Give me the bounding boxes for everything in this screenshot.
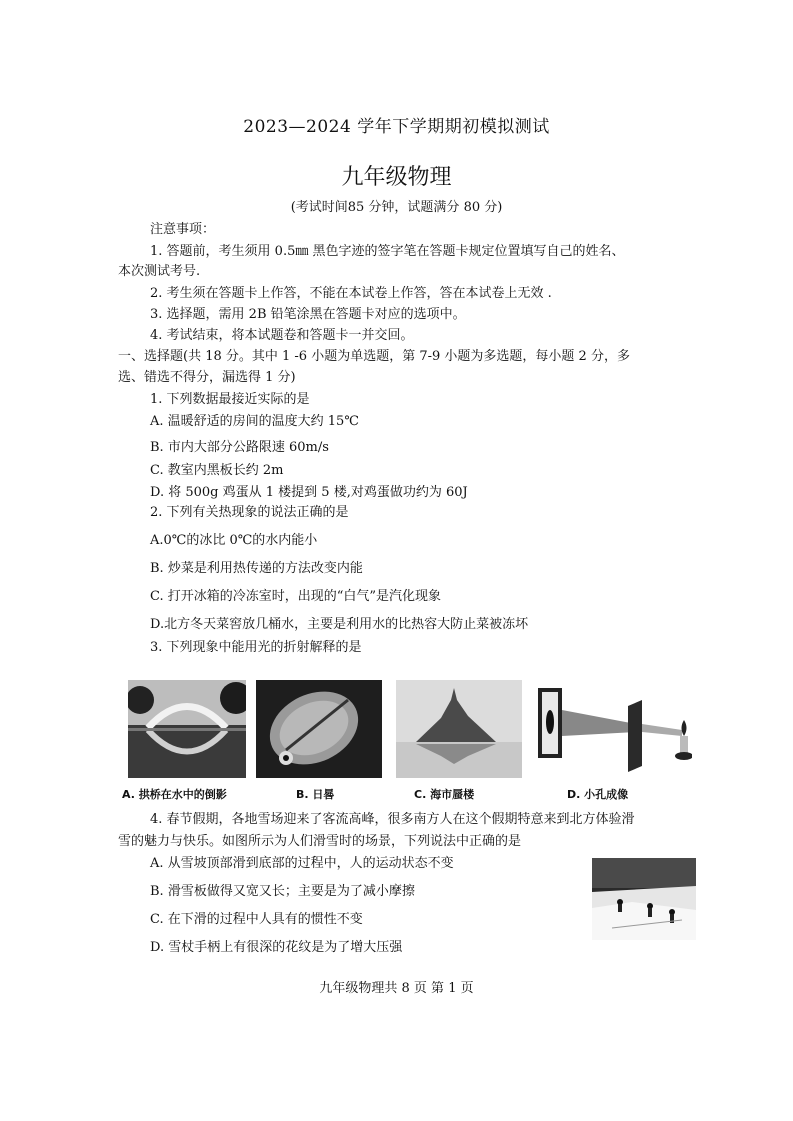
- option: A. 温暖舒适的房间的温度大约 15℃: [150, 414, 359, 429]
- pinhole-imaging-image: [532, 680, 692, 778]
- option: A. 从雪坡顶部滑到底部的过程中，人的运动状态不变: [150, 856, 454, 871]
- option: B. 市内大部分公路限速 60m/s: [150, 440, 329, 455]
- option: B. 炒菜是利用热传递的方法改变内能: [150, 561, 363, 576]
- page-footer: 九年级物理共 8 页 第 1 页: [319, 981, 474, 996]
- note-item: 4. 考试结束，将本试题卷和答题卡一并交回。: [150, 328, 414, 343]
- question-stem: 3. 下列现象中能用光的折射解释的是: [150, 640, 362, 655]
- arch-bridge-reflection-image: [128, 680, 246, 778]
- note-item: 3. 选择题，需用 2B 铅笔涂黑在答题卡对应的选项中。: [150, 307, 466, 322]
- section-intro: 选、错选不得分，漏选得 1 分): [118, 370, 296, 385]
- note-item: 2. 考生须在答题卡上作答，不能在本试卷上作答，答在本试卷上无效 .: [150, 286, 552, 301]
- image-caption: A. 拱桥在水中的倒影: [122, 788, 227, 801]
- option: D.北方冬天菜窖放几桶水，主要是利用水的比热容大防止菜被冻坏: [150, 617, 529, 632]
- mirage-image: [396, 680, 522, 778]
- option: D. 将 500g 鸡蛋从 1 楼提到 5 楼,对鸡蛋做功约为 60J: [150, 485, 468, 500]
- image-caption: B. 日晷: [296, 788, 335, 801]
- image-caption: D. 小孔成像: [567, 788, 629, 801]
- option: C. 教室内黑板长约 2m: [150, 463, 284, 478]
- question-stem: 2. 下列有关热现象的说法正确的是: [150, 505, 349, 520]
- image-caption: C. 海市蜃楼: [414, 788, 475, 801]
- option: C. 在下滑的过程中人具有的惯性不变: [150, 912, 363, 927]
- sundial-image: [256, 680, 382, 778]
- note-item: 本次测试考号.: [118, 264, 201, 279]
- note-item: 1. 答题前，考生须用 0.5㎜ 黑色字迹的签字笔在答题卡规定位置填写自己的姓名、: [150, 244, 625, 259]
- subject-title: 九年级物理: [341, 165, 452, 190]
- option: C. 打开冰箱的冷冻室时，出现的“白气”是汽化现象: [150, 589, 442, 604]
- question-stem: 4. 春节假期，各地雪场迎来了客流高峰，很多南方人在这个假期特意来到北方体验滑: [150, 812, 635, 827]
- option: A.0℃的冰比 0℃的水内能小: [150, 533, 318, 548]
- exam-title: 2023—2024 学年下学期期初模拟测试: [243, 117, 550, 137]
- question-stem: 雪的魅力与快乐。如图所示为人们滑雪时的场景，下列说法中正确的是: [118, 834, 522, 849]
- question-stem: 1. 下列数据最接近实际的是: [150, 392, 310, 407]
- section-intro: 一、选择题(共 18 分。其中 1 -6 小题为单选题，第 7-9 小题为多选题，每小题 2 分，多: [118, 349, 630, 364]
- skiing-scene-image: [592, 858, 696, 940]
- option: D. 雪杖手柄上有很深的花纹是为了增大压强: [150, 940, 403, 955]
- notes-heading: 注意事项：: [150, 222, 216, 237]
- exam-info: (考试时间85 分钟，试题满分 80 分): [290, 200, 503, 215]
- option: B. 滑雪板做得又宽又长；主要是为了减小摩擦: [150, 884, 415, 899]
